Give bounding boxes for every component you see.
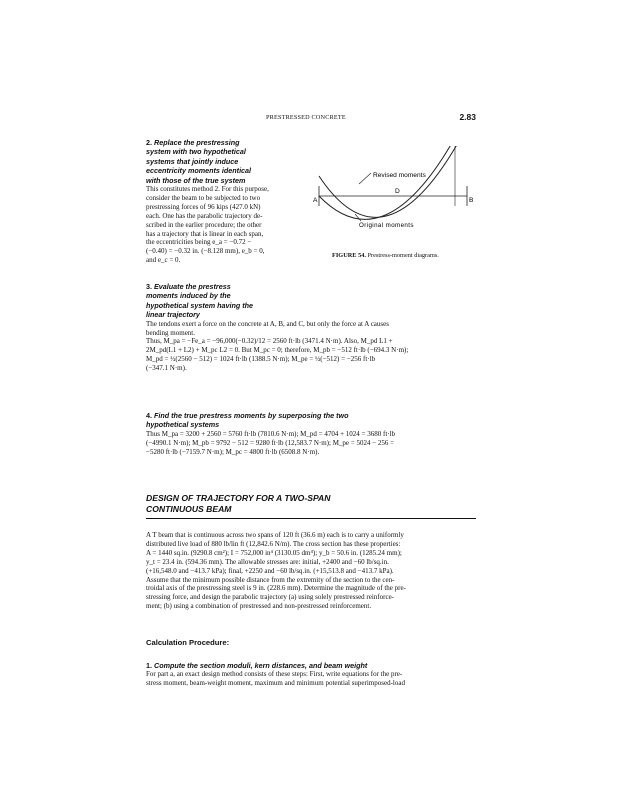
moment-diagram — [303, 146, 478, 251]
label-b: B — [469, 197, 474, 204]
body-line: the eccentricities being e_a = −0.72 − — [146, 238, 252, 247]
body-line: (−4990.1 N·m); M_pb = 9792 − 512 = 9280 ft·lb (12,583.7 N·m); M_pe = 5024 − 256 = — [146, 438, 395, 447]
label-original-moments: Original moments — [359, 222, 414, 229]
method2-number: 2. — [146, 138, 152, 147]
body-line: distributed live load of 880 lb/lin ft (12,842.6 N/m). The cross section has these properties: — [146, 539, 401, 548]
step3-title-line: moments induced by the — [146, 291, 231, 301]
body-line: A T beam that is continuous across two spans of 120 ft (36.6 m) each is to carry a uniformly — [146, 531, 404, 539]
step1-block — [146, 661, 476, 688]
step3-title-line: Evaluate the prestress — [154, 282, 231, 291]
method2-body — [146, 185, 295, 265]
body-line: −5280 ft·lb (−7159.7 N·m); M_pc = 4800 ft·lb (6508.8 N·m). — [146, 447, 320, 456]
body-line: each. One has the parabolic trajectory de- — [146, 211, 263, 220]
step4-body — [146, 430, 476, 457]
step4-heading — [146, 411, 476, 430]
body-line: (−347.1 N·m). — [146, 364, 187, 373]
step3-block — [146, 282, 476, 373]
body-line: M_pd = ½(2560 − 512) = 1024 ft·lb (1388.5 N·m); M_pe = ½(−512) = −256 ft·lb — [146, 355, 376, 364]
body-line: prestressing forces of 96 kips (427.0 kN) — [146, 202, 261, 211]
body-line: stressing force, and design the parabolic trajectory (a) using solely prestressed reinforce- — [146, 593, 395, 602]
body-line: Thus, M_pa = −Fe_a = −96,000(−0.32)/12 = 2560 ft·lb (3471.4 N·m). Also, M_pd L1 + — [146, 337, 393, 346]
caption-text: Prestress-moment diagrams. — [367, 252, 439, 259]
caption-figure-number: FIGURE 54. — [332, 252, 366, 259]
label-d: D — [395, 188, 400, 195]
step3-heading — [146, 282, 476, 320]
method2-title-line: Replace the prestressing — [154, 138, 240, 147]
original-leader — [355, 214, 361, 221]
step4-number: 4. — [146, 411, 152, 420]
method2-heading — [146, 138, 295, 185]
step1-heading — [146, 661, 476, 670]
step1-number: 1. — [146, 661, 152, 670]
page-number: 2.83 — [459, 112, 476, 122]
running-header — [146, 114, 476, 128]
body-line: 2M_pd(L1 + L2) + M_pc L2 = 0. But M_pc = 0; therefore, M_pb = −512 ft·lb (−694.3 N·m); — [146, 346, 409, 355]
figure-caption — [332, 252, 439, 259]
step3-number: 3. — [146, 282, 152, 291]
body-line: stress moment, beam-weight moment, maximum and minimum potential superimposed-load — [146, 679, 405, 688]
body-line: scribed in the earlier procedure; the other — [146, 220, 262, 229]
body-line: The tendons exert a force on the concrete at A, B, and C, but only the force at A causes — [146, 319, 389, 328]
calc-heading: Calculation Procedure: — [146, 638, 230, 647]
body-line: and e_c = 0. — [146, 256, 181, 265]
body-line: A = 1440 sq.in. (9290.8 cm²); I = 752,000 in⁴ (3130.05 dm⁴); y_b = 50.6 in. (1285.24 mm); — [146, 548, 402, 557]
body-line: consider the beam to be subjected to two — [146, 193, 261, 202]
section-title-line: DESIGN OF TRAJECTORY FOR A TWO-SPAN — [146, 493, 331, 503]
section-heading — [146, 493, 476, 514]
method2-column — [146, 138, 295, 265]
method2-title-line: eccentricity moments identical — [146, 166, 252, 176]
body-line: ment; (b) using a combination of prestressed and non-prestressed reinforcement. — [146, 602, 372, 611]
body-line: bending moment. — [146, 328, 195, 337]
body-line: (+16,548.0 and −413.7 kPa); final, +2250 and −60 lb/sq.in. (+15,513.8 and −413.7 kPa). — [146, 566, 394, 575]
step1-title: Compute the section moduli, kern distances, and beam weight — [154, 661, 368, 670]
body-line: Assume that the minimum possible distance from the extremity of the section to the cen- — [146, 575, 395, 584]
original-moment-curve — [319, 146, 463, 217]
body-line: has a trajectory that is linear in each span, — [146, 229, 264, 238]
body-line: (−0.40) = −0.32 in. (−8.128 mm), e_b = 0, — [146, 247, 265, 256]
step1-body — [146, 670, 476, 688]
section-title-line: CONTINUOUS BEAM — [146, 503, 232, 514]
problem-statement — [146, 531, 476, 611]
problem-body — [146, 531, 476, 611]
body-line: Thus M_pa = 3200 + 2560 = 5760 ft·lb (7810.6 N·m); M_pd = 4704 + 1024 = 3680 ft·lb — [146, 429, 396, 438]
body-line: For part a, an exact design method consists of these steps: First, write equations for the pre- — [146, 670, 403, 679]
body-line: This constitutes method 2. For this purpose, — [146, 185, 269, 194]
step4-title-line: Find the true prestress moments by superposing the two — [154, 411, 349, 420]
revised-leader — [359, 173, 371, 184]
section-rule — [146, 518, 476, 519]
label-a: A — [313, 197, 318, 204]
label-revised-moments: Revised moments — [373, 172, 426, 179]
method2-title-line: with those of the true system — [146, 175, 246, 185]
running-title: PRESTRESSED CONCRETE — [266, 114, 346, 121]
method2-title-line: systems that jointly induce — [146, 156, 239, 166]
method2-title-line: system with two hypothetical — [146, 147, 246, 157]
step4-title-line: hypothetical systems — [146, 420, 220, 430]
step4-block — [146, 411, 476, 457]
body-line: y_t = 23.4 in. (594.36 mm). The allowable stresses are: initial, +2400 and −60 lb/sq.in. — [146, 557, 389, 566]
revised-moment-curve — [319, 146, 457, 219]
step3-title-line: hypothetical system having the — [146, 300, 254, 310]
body-line: troidal axis of the prestressing steel is 9 in. (228.6 mm). Determine the magnitude of the pre- — [146, 584, 406, 593]
step3-body — [146, 320, 476, 373]
step3-title-line: linear trajectory — [146, 310, 200, 320]
